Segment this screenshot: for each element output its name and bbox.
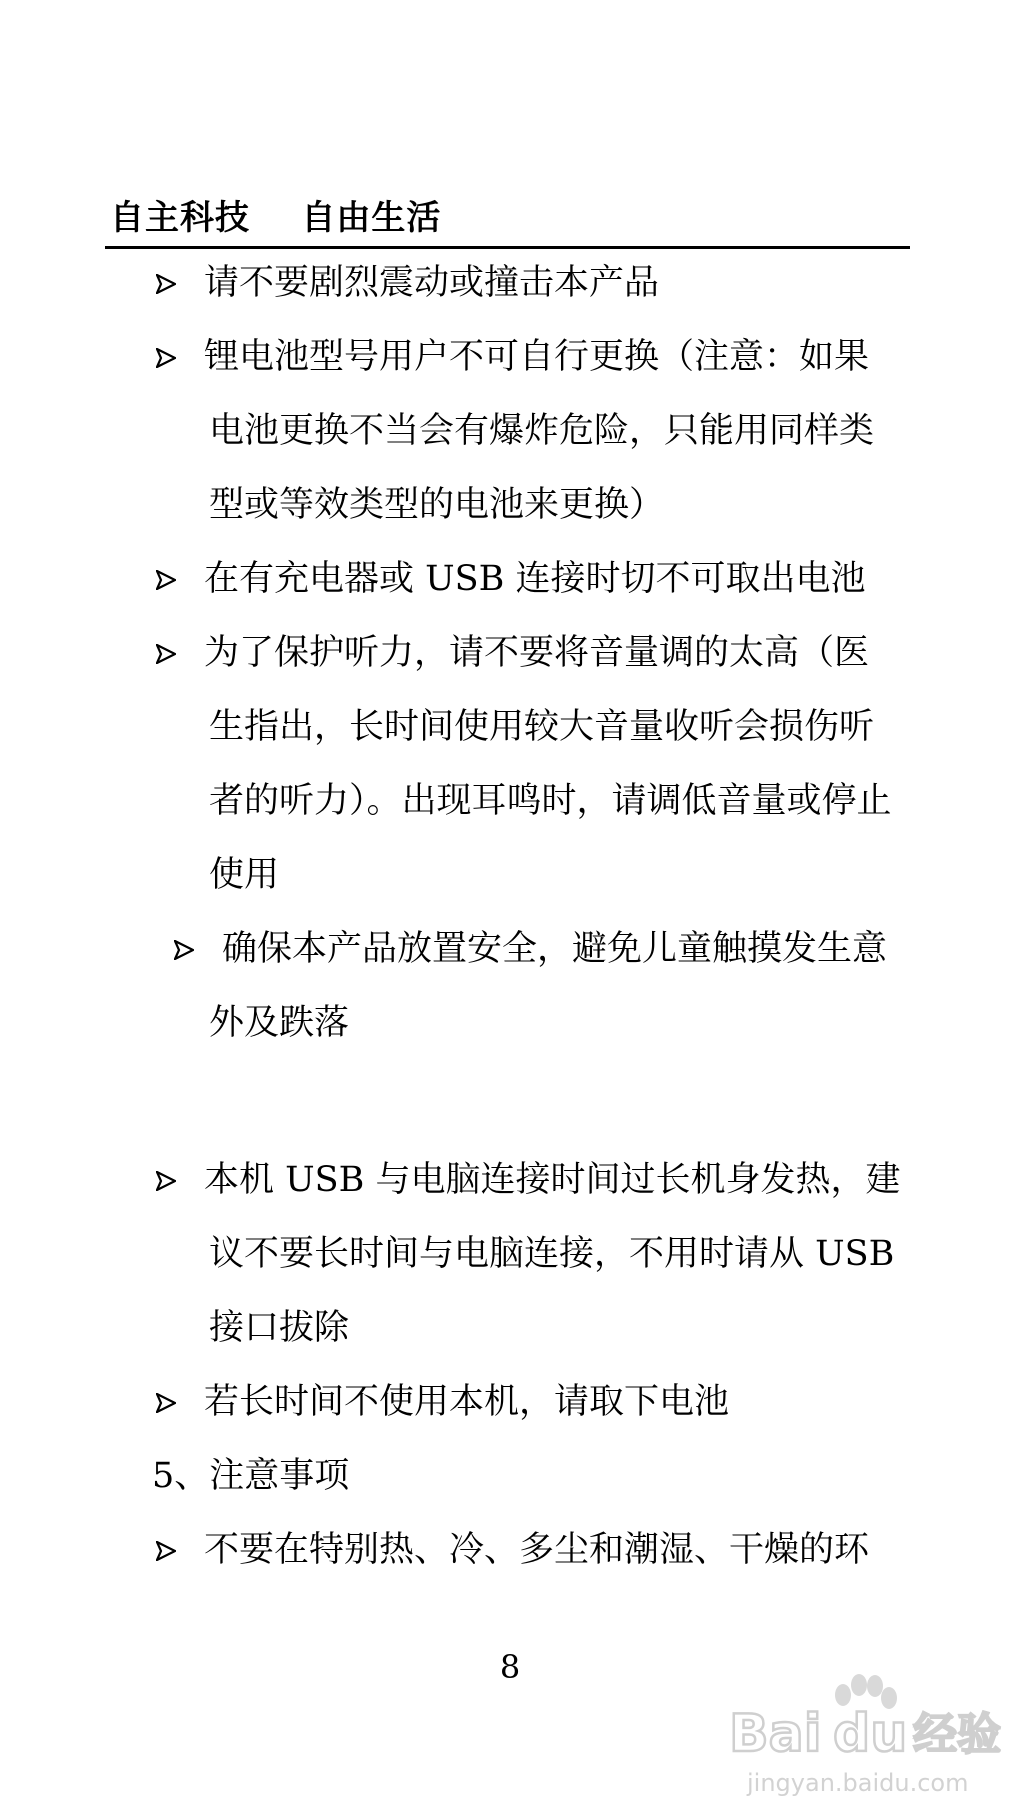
list-item-text: 使用 xyxy=(209,855,280,895)
svg-text:Bai: Bai xyxy=(729,1704,822,1764)
list-item xyxy=(170,912,912,1060)
list-item xyxy=(152,1513,912,1587)
svg-text:du: du xyxy=(833,1704,908,1764)
list-item-text: 型或等效类型的电池来更换） xyxy=(209,485,665,525)
list-item xyxy=(152,1143,912,1365)
list-item-text: 生指出，长时间使用较大音量收听会损伤听 xyxy=(209,707,875,747)
baidu-paw-logo-icon xyxy=(725,1665,1015,1765)
list-item-text: 外及跌落 xyxy=(209,1003,350,1043)
list-item xyxy=(152,542,912,616)
arrow-bullet-icon xyxy=(156,1171,176,1191)
list-item xyxy=(152,320,912,542)
list-item-text: 若长时间不使用本机，请取下电池 xyxy=(204,1382,730,1422)
arrow-bullet-icon xyxy=(156,348,176,368)
list-item-text: 在有充电器或 USB 连接时切不可取出电池 xyxy=(204,559,866,599)
arrow-bullet-icon xyxy=(156,644,176,664)
list-item xyxy=(152,616,912,912)
list-item xyxy=(152,246,912,320)
list-item-text: 为了保护听力，请不要将音量调的太高（医 xyxy=(204,633,870,673)
section-heading xyxy=(152,1439,349,1513)
arrow-bullet-icon xyxy=(156,274,176,294)
arrow-bullet-icon xyxy=(156,570,176,590)
list-item xyxy=(152,1365,912,1439)
page-number: 8 xyxy=(499,1648,521,1686)
page-header-slogan: 自主科技 自由生活 xyxy=(110,198,442,238)
list-item-text: 本机 USB 与电脑连接时间过长机身发热，建 xyxy=(204,1160,901,1200)
list-item-text: 请不要剧烈震动或撞击本产品 xyxy=(204,263,660,303)
svg-text:经验: 经验 xyxy=(913,1709,1001,1760)
list-item-text: 确保本产品放置安全，避免儿童触摸发生意 xyxy=(222,929,888,969)
watermark-url: jingyan.baidu.com xyxy=(747,1769,969,1797)
arrow-bullet-icon xyxy=(156,1541,176,1561)
baidu-jingyan-watermark xyxy=(725,1665,1015,1805)
list-item-text: 议不要长时间与电脑连接，不用时请从 USB xyxy=(209,1234,895,1274)
list-item-text: 者的听力）。出现耳鸣时，请调低音量或停止 xyxy=(209,781,892,821)
list-item-text: 锂电池型号用户不可自行更换（注意：如果 xyxy=(204,337,870,377)
list-item-text: 电池更换不当会有爆炸危险，只能用同样类 xyxy=(209,411,875,451)
arrow-bullet-icon xyxy=(174,940,194,960)
list-item-text: 不要在特别热、冷、多尘和潮湿、干燥的环 xyxy=(204,1530,870,1570)
section-title: 5、注意事项 xyxy=(152,1456,350,1496)
arrow-bullet-icon xyxy=(156,1393,176,1413)
list-item-text: 接口拔除 xyxy=(209,1308,350,1348)
